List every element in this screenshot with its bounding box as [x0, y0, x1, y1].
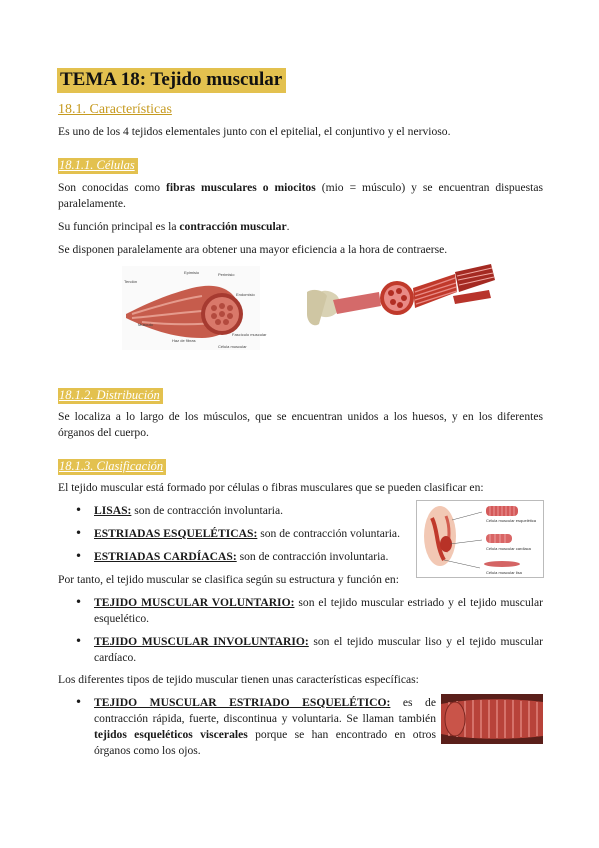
bullet-dot: •	[75, 503, 83, 517]
fig-label-endomisio: Endomisio	[236, 292, 255, 297]
fig-label-cardiac: Célula muscular cardiaca	[486, 546, 531, 551]
fig-label-fasciculo: Fascículo muscular	[232, 332, 267, 337]
fig-label-musculo: Músculo	[138, 322, 153, 327]
section-heading: 18.1. Características	[58, 102, 172, 117]
types-intro: Los diferentes tipos de tejido muscular tienen unas características específicas:	[58, 673, 419, 686]
type-esqueleticas: ESTRIADAS ESQUELÉTICAS: son de contracción voluntaria.	[94, 527, 400, 540]
by-function-intro: Por tanto, el tejido muscular se clasifica según su estructura y función en:	[58, 573, 399, 586]
cells-paragraph-3: Se disponen paralelamente ara obtener una mayor eficiencia a la hora de contraerse.	[58, 243, 448, 256]
classification-intro: El tejido muscular está formado por células o fibras musculares que se pueden clasificar en:	[58, 481, 484, 494]
type-lisas: LISAS: son de contracción involuntaria.	[94, 504, 284, 517]
fig-label-haz: Haz de fibras	[172, 338, 196, 343]
bullet-dot: •	[75, 695, 83, 709]
muscle-anatomy-figure	[122, 266, 267, 350]
type-cardiacas: ESTRIADAS CARDÍACAS: son de contracción involuntaria.	[94, 550, 389, 563]
bullet-dot: •	[75, 526, 83, 540]
fig-label-celula: Célula muscular	[218, 344, 247, 349]
classification-heading: 18.1.3. Clasificación	[58, 459, 166, 475]
distribution-paragraph: Se localiza a lo largo de los músculos, que se encuentran unidos a los huesos, y en los diferentes órganos del cuerpo.	[58, 410, 543, 439]
skeletal-fiber-figure	[441, 694, 543, 744]
cells-paragraph-1: Son conocidas como fibras musculares o miocitos (mio = músculo) y se encuentran dispuestas paralelamente.	[58, 181, 544, 210]
distribution-heading: 18.1.2. Distribución	[58, 388, 163, 404]
fig-label-epimisio: Epimisio	[184, 270, 200, 275]
type-involuntario: TEJIDO MUSCULAR INVOLUNTARIO: son el tejido muscular liso y el tejido muscular cardíaco.	[94, 635, 543, 664]
type-voluntario: TEJIDO MUSCULAR VOLUNTARIO: son el tejido muscular estriado y el tejido muscular esquelético.	[94, 596, 543, 625]
fig-label-tendon: Tendón	[124, 279, 138, 284]
fig-label-skeletal: Célula muscular esquelética	[486, 518, 537, 523]
fig-label-smooth: Célula muscular lisa	[486, 570, 522, 575]
cells-heading: 18.1.1. Células	[58, 158, 138, 174]
type-estriado-esqueletico: TEJIDO MUSCULAR ESTRIADO ESQUELÉTICO: es de contracción rápida, fuerte, discontinua y voluntaria. Se llaman también tejidos esqueléticos viscerales porque se han encontrado en otros órganos como los ojos.	[94, 696, 436, 757]
page-title: TEMA 18: Tejido muscular	[57, 68, 286, 93]
bullet-dot: •	[75, 549, 83, 563]
bone-muscle-figure	[305, 262, 501, 340]
intro-paragraph: Es uno de los 4 tejidos elementales junto con el epitelial, el conjuntivo y el nervioso.	[58, 125, 451, 138]
bullet-dot: •	[75, 595, 83, 609]
bullet-dot: •	[75, 634, 83, 648]
muscle-types-figure	[416, 500, 544, 578]
cells-paragraph-2: Su función principal es la contracción muscular.	[58, 220, 290, 233]
fig-label-perimisio: Perimisio	[218, 272, 235, 277]
